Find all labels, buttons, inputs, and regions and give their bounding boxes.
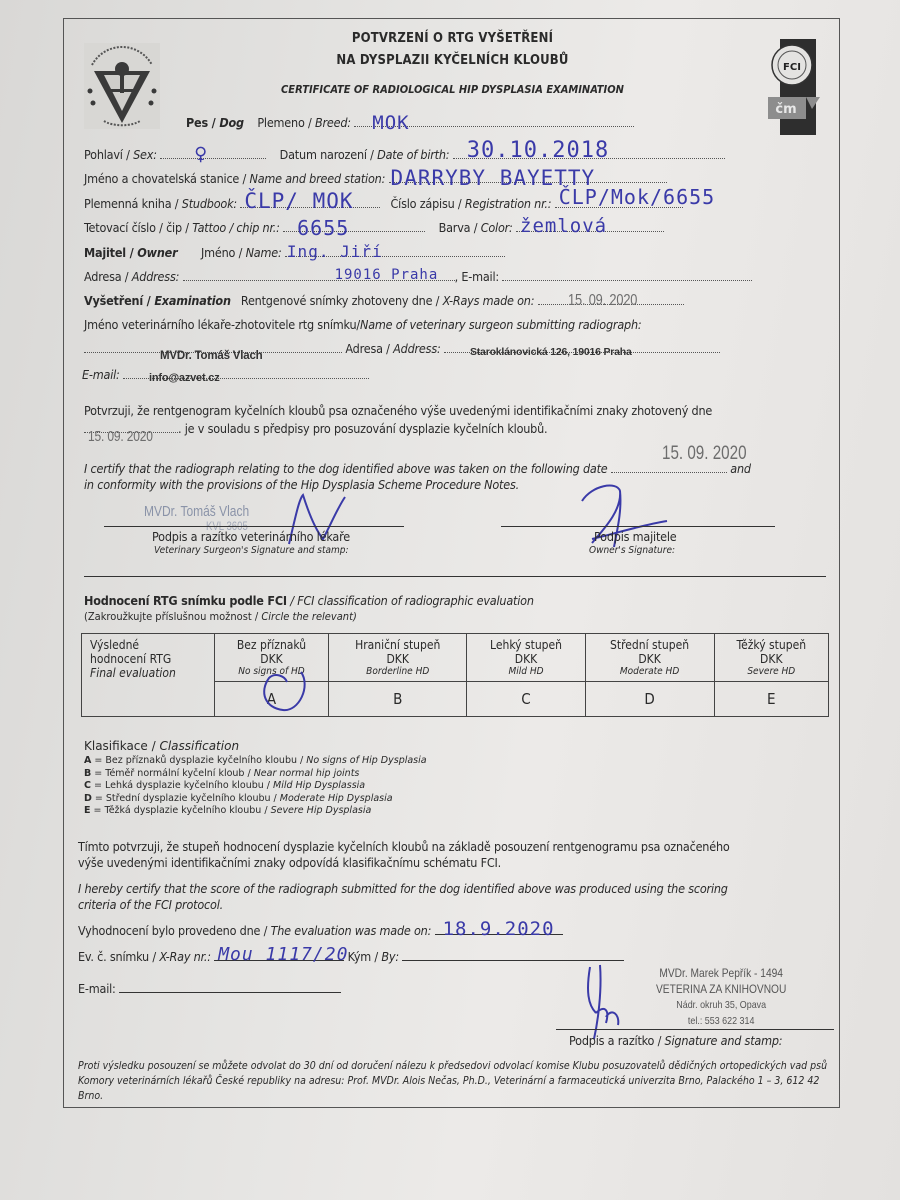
vet-name-label: Jméno veterinárního lékaře-zhotovitele rtg snímku/Name of veterinary surgeon submitting radiograph: — [84, 317, 642, 332]
evaluator-signature-label: Podpis a razítko / Signature and stamp: — [569, 1033, 783, 1048]
owner-email-field[interactable] — [502, 280, 752, 281]
final-email-field[interactable] — [119, 992, 341, 993]
classification-item-a: A = Bez příznaků dysplazie kyčelního kloubu / No signs of Hip Dysplasia — [84, 755, 427, 766]
classification-list — [84, 755, 427, 818]
final-en-line2: criteria of the FCI protocol. — [78, 897, 223, 912]
registration-field[interactable]: ČLP/Mok/6655 — [555, 207, 683, 208]
certification-en-line2: in conformity with the provisions of the Hip Dysplasia Scheme Procedure Notes. — [84, 477, 520, 492]
owner-name-field[interactable]: Ing. Jiří — [285, 256, 505, 257]
evaluator-signature-line[interactable] — [556, 1029, 834, 1030]
name-station-row: Jméno a chovatelská stanice / Name and breed station: DARRYBY BAYETTY — [84, 171, 667, 186]
grade-header-b: Hraniční stupeň DKK Borderline HD — [328, 634, 466, 682]
grade-e-option[interactable]: E — [714, 682, 828, 717]
xray-nr-row: Ev. č. snímku / X-Ray nr.: Mou 1117/20 Kým / By: — [78, 949, 624, 964]
vet-signature-label: Podpis a razítko veterinárního lékaře — [152, 529, 350, 544]
sex-field[interactable]: ♀ — [160, 158, 266, 159]
studbook-field[interactable]: ČLP/ MOK — [240, 207, 380, 208]
breed-row: Pes / Dog Plemeno / Breed: MOK — [186, 115, 634, 130]
owner-address-field[interactable]: 19016 Praha — [183, 280, 455, 281]
name-station-field[interactable]: DARRYBY BAYETTY — [389, 182, 667, 183]
grade-c-option[interactable]: C — [467, 682, 585, 717]
certification-en-line1: I certify that the radiograph relating to the dog identified above was taken on the following date and — [84, 461, 751, 476]
vet-email-field[interactable]: info@azvet.cz — [123, 378, 369, 379]
vet-signature-line[interactable] — [104, 526, 404, 527]
owner-address-row: Adresa / Address: 19016 Praha , E-mail: — [84, 269, 752, 284]
evaluation-table — [81, 633, 829, 717]
final-cz-line1: Tímto potvrzuji, že stupeň hodnocení dysplazie kyčelních kloubů na základě posouzení rentgenogramu psa označeného — [78, 839, 730, 854]
owner-signature-label: Podpis majitele — [594, 529, 677, 544]
vet-stamp-name: MVDr. Tomáš Vlach — [144, 503, 250, 520]
vet-name-row: MVDr. Tomáš Vlach Adresa / Address: Staroklánovická 126, 19016 Praha — [84, 341, 720, 356]
tattoo-field[interactable]: 6655 — [283, 231, 425, 232]
vet-signature-label-en: Veterinary Surgeon's Signature and stamp: — [154, 545, 349, 556]
eval-date-field[interactable]: 18.9.2020 — [435, 934, 563, 935]
grade-header-e: Těžký stupeň DKK Severe HD — [714, 634, 828, 682]
eval-date-row: Vyhodnocení bylo provedeno dne / The evaluation was made on: 18.9.2020 — [78, 923, 563, 938]
classification-item-d: D = Střední dysplazie kyčelního kloubu / Moderate Hip Dysplasia — [84, 792, 393, 804]
grade-b-option[interactable]: B — [328, 682, 466, 717]
final-evaluation-label: Výsledné hodnocení RTG Final evaluation — [82, 634, 215, 717]
title-cz-line2: NA DYSPLAZII KYČELNÍCH KLOUBŮ — [336, 53, 569, 68]
grade-a-option[interactable]: A — [215, 682, 329, 717]
xray-date-field[interactable]: 15. 09. 2020 — [538, 304, 684, 305]
sex-dob-row: Pohlaví / Sex: ♀ Datum narození / Date of birth: 30.10.2018 — [84, 147, 725, 162]
vet-email-row: E-mail: info@azvet.cz — [82, 367, 369, 382]
certification-cz-line1: Potvrzuji, že rentgenogram kyčelních kloubů psa označeného výše uvedenými identifikačními znaky zhotovený dne — [84, 403, 713, 418]
grade-header-c: Lehký stupeň DKK Mild HD — [467, 634, 585, 682]
tattoo-color-row: Tetovací číslo / čip / Tattoo / chip nr.: 6655 Barva / Color: žemlová — [84, 220, 664, 235]
studbook-row: Plemenná kniha / Studbook: ČLP/ MOK Číslo zápisu / Registration nr.: ČLP/Mok/6655 — [84, 185, 716, 213]
appeal-note: Proti výsledku posouzení se můžete odvolat do 30 dní od doručení nálezu k předsedovi odvolací komise Klubu posuzovatelů dědičných ortopedických vad psů Komory veterinárních lékařů České republiky na adresu: Prof. MVDr. Alois Nečas, Ph.D., Veterinární a farmaceutická univerzita Brno, Palackého 1 – 3, 612 42 Brno. — [78, 1060, 828, 1102]
section-divider — [84, 576, 826, 577]
owner-signature-line[interactable] — [501, 526, 775, 527]
selected-grade-circle — [255, 668, 315, 716]
evaluation-instruction: (Zakroužkujte příslušnou možnost / Circle the relevant) — [84, 610, 357, 623]
svg-text:FCI: FCI — [783, 62, 801, 73]
vet-name-field[interactable]: MVDr. Tomáš Vlach — [84, 352, 342, 353]
color-field[interactable]: žemlová — [516, 231, 664, 232]
certification-cz-line2: 15. 09. 2020 . je v souladu s předpisy pro posuzování dysplazie kyčelních kloubů. — [84, 421, 547, 436]
owner-signature-label-en: Owner's Signature: — [589, 545, 676, 556]
classification-item-e: E = Těžká dysplazie kyčelního kloubu / Severe Hip Dysplasia — [84, 805, 372, 816]
evaluator-stamp: MVDr. Marek Pepřík - 1494 VETERINA ZA KNIHOVNOU Nádr. okruh 35, Opava tel.: 553 622 314 — [656, 966, 787, 1027]
vet-stamp-id: KVL 3605 — [206, 519, 248, 533]
grade-d-option[interactable]: D — [585, 682, 714, 717]
grade-header-d: Střední stupeň DKK Moderate HD — [585, 634, 714, 682]
final-email-row: E-mail: — [78, 981, 341, 996]
xray-date-row: Vyšetření / Examination Rentgenové snímky zhotoveny dne / X-Rays made on: 15. 09. 2020 — [84, 293, 684, 308]
certificate-page — [63, 18, 840, 1108]
svg-text:čm: čm — [775, 102, 797, 117]
title-cz-line1: POTVRZENÍ O RTG VYŠETŘENÍ — [351, 31, 554, 46]
certification-date-field[interactable]: 15. 09. 2020 — [84, 432, 178, 433]
grade-header-a: Bez příznaků DKK No signs of HD — [215, 634, 329, 682]
classification-heading: Klasifikace / Classification — [84, 739, 240, 753]
classification-item-b: B = Téměř normální kyčelní kloub / Near normal hip joints — [84, 767, 360, 779]
evaluation-heading: Hodnocení RTG snímku podle FCI / FCI classification of radiographic evaluation — [84, 593, 534, 608]
classification-item-c: C = Lehká dysplazie kyčelního kloubu / Mild Hip Dysplassia — [84, 780, 366, 791]
final-en-line1: I hereby certify that the score of the radiograph submitted for the dog identified above was produced using the scoring — [78, 881, 728, 896]
dob-field[interactable]: 30.10.2018 — [453, 158, 725, 159]
owner-name-row: Majitel / Owner Jméno / Name: Ing. Jiří — [84, 245, 505, 260]
certification-date-stamp: 15. 09. 2020 — [662, 443, 747, 464]
final-cz-line2: výše uvedenými identifikačními znaky odpovídá klasifikačnímu schématu FCI. — [78, 855, 502, 870]
vet-address-field[interactable]: Staroklánovická 126, 19016 Praha — [444, 352, 720, 353]
title-en: CERTIFICATE OF RADIOLOGICAL HIP DYSPLASIA EXAMINATION — [281, 83, 624, 96]
breed-field[interactable]: MOK — [354, 126, 634, 127]
xray-nr-field[interactable]: Mou 1117/20 — [214, 960, 344, 961]
